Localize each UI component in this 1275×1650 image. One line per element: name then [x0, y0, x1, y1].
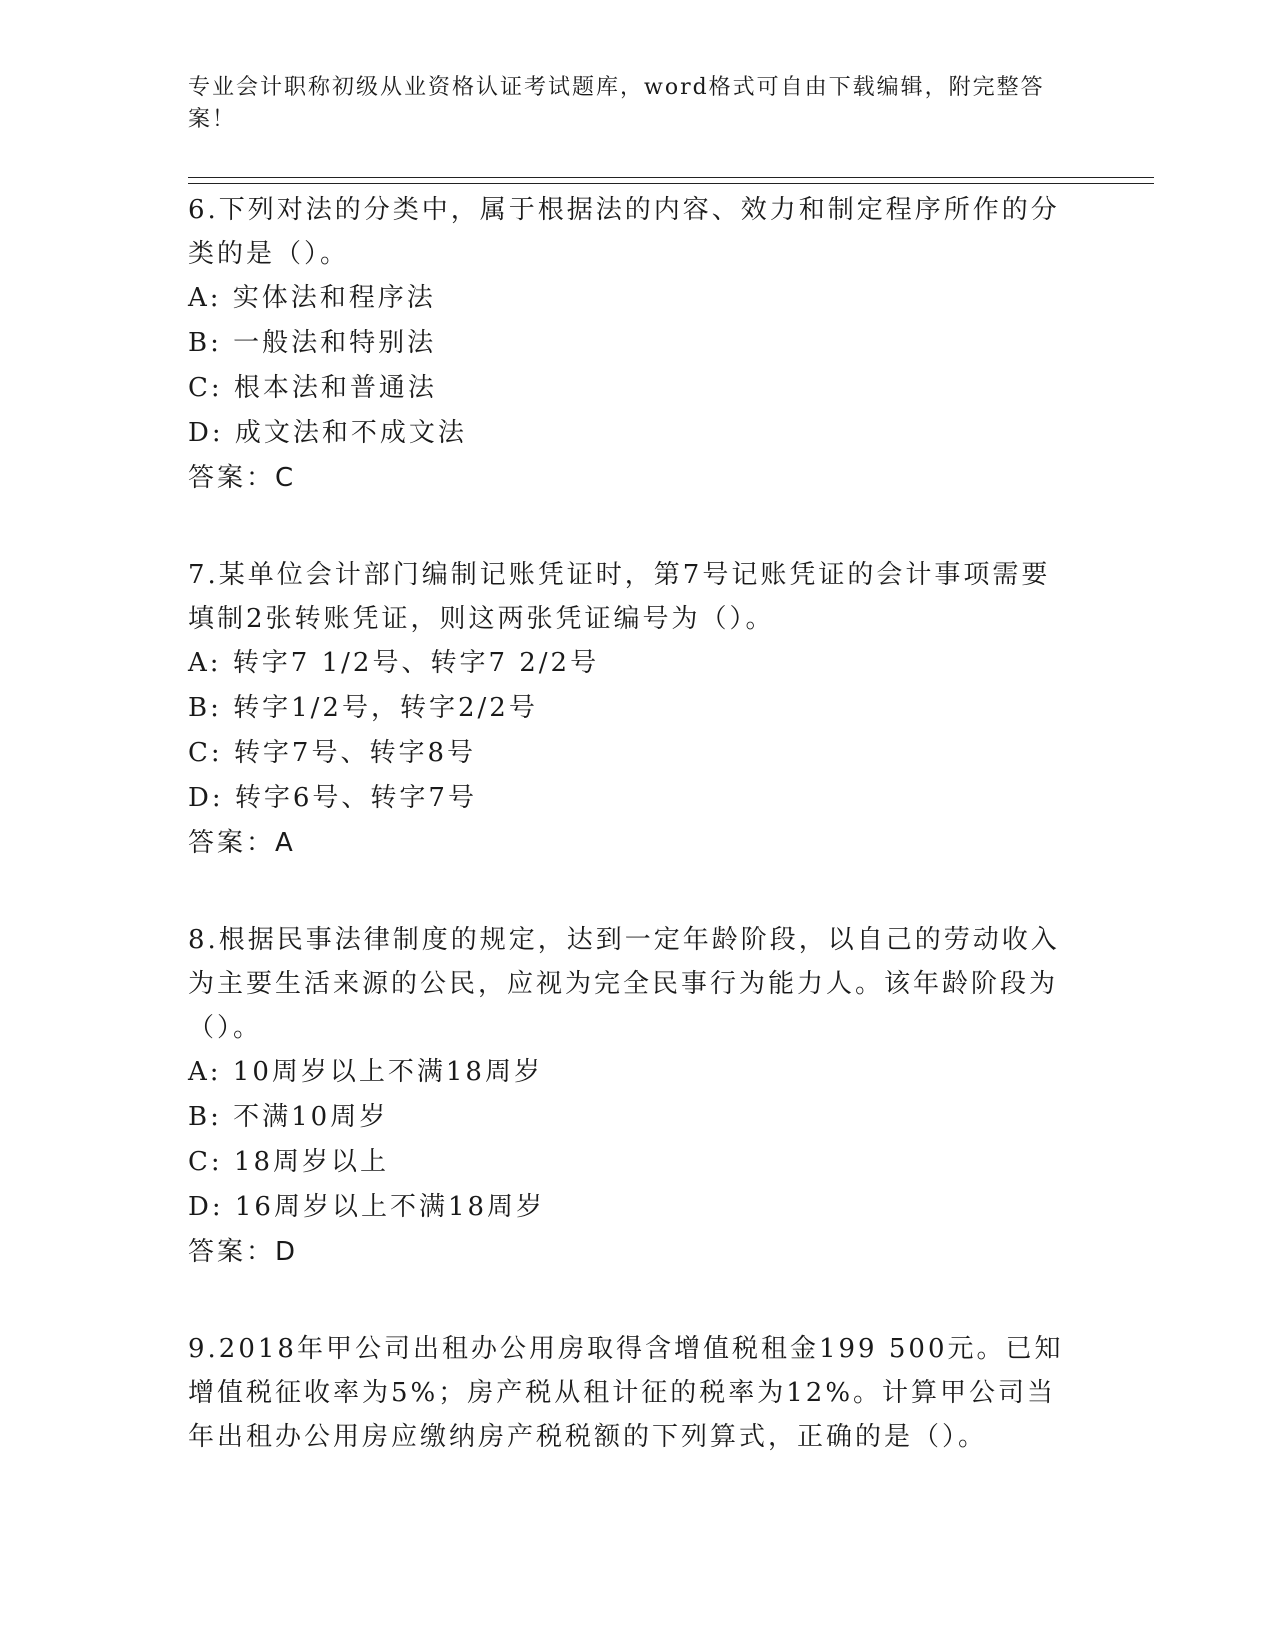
- option-d: D: 16周岁以上不满18周岁: [188, 1192, 546, 1222]
- option-c: C: 根本法和普通法: [188, 373, 437, 403]
- option-a: A: 实体法和程序法: [188, 283, 436, 313]
- answer: 答案：C: [188, 463, 297, 493]
- option-a: A: 10周岁以上不满18周岁: [188, 1057, 543, 1087]
- document-header: 专业会计职称初级从业资格认证考试题库，word格式可自由下载编辑，附完整答案！: [188, 75, 1045, 132]
- option-c: C: 转字7号、转字8号: [188, 738, 477, 768]
- question-stem: 6.下列对法的分类中，属于根据法的内容、效力和制定程序所作的分类的是（）。: [188, 195, 1060, 269]
- answer: 答案：A: [188, 828, 296, 858]
- option-b: B: 转字1/2号，转字2/2号: [188, 693, 538, 723]
- option-b: B: 不满10周岁: [188, 1102, 389, 1132]
- question-9: [188, 1327, 1068, 1459]
- option-b: B: 一般法和特别法: [188, 328, 437, 358]
- answer: 答案：D: [188, 1237, 299, 1267]
- question-6: [188, 188, 1068, 501]
- question-8: [188, 918, 1068, 1275]
- header-divider: [188, 177, 1154, 178]
- question-stem: 7.某单位会计部门编制记账凭证时，第7号记账凭证的会计事项需要填制2张转账凭证，则这两张凭证编号为（）。: [188, 560, 1051, 634]
- header-divider-double: [188, 183, 1154, 184]
- option-d: D: 成文法和不成文法: [188, 418, 467, 448]
- option-d: D: 转字6号、转字7号: [188, 783, 477, 813]
- question-stem: 8.根据民事法律制度的规定，达到一定年龄阶段，以自己的劳动收入为主要生活来源的公民，应视为完全民事行为能力人。该年龄阶段为（）。: [188, 925, 1060, 1043]
- option-c: C: 18周岁以上: [188, 1147, 390, 1177]
- option-a: A: 转字7 1/2号、转字7 2/2号: [188, 648, 600, 678]
- question-7: [188, 553, 1068, 866]
- question-stem: 9.2018年甲公司出租办公用房取得含增值税租金199 500元。已知增值税征收率为5%；房产税从租计征的税率为12%。计算甲公司当年出租办公用房应缴纳房产税税额的下列算式，正确的是（）。: [188, 1334, 1064, 1452]
